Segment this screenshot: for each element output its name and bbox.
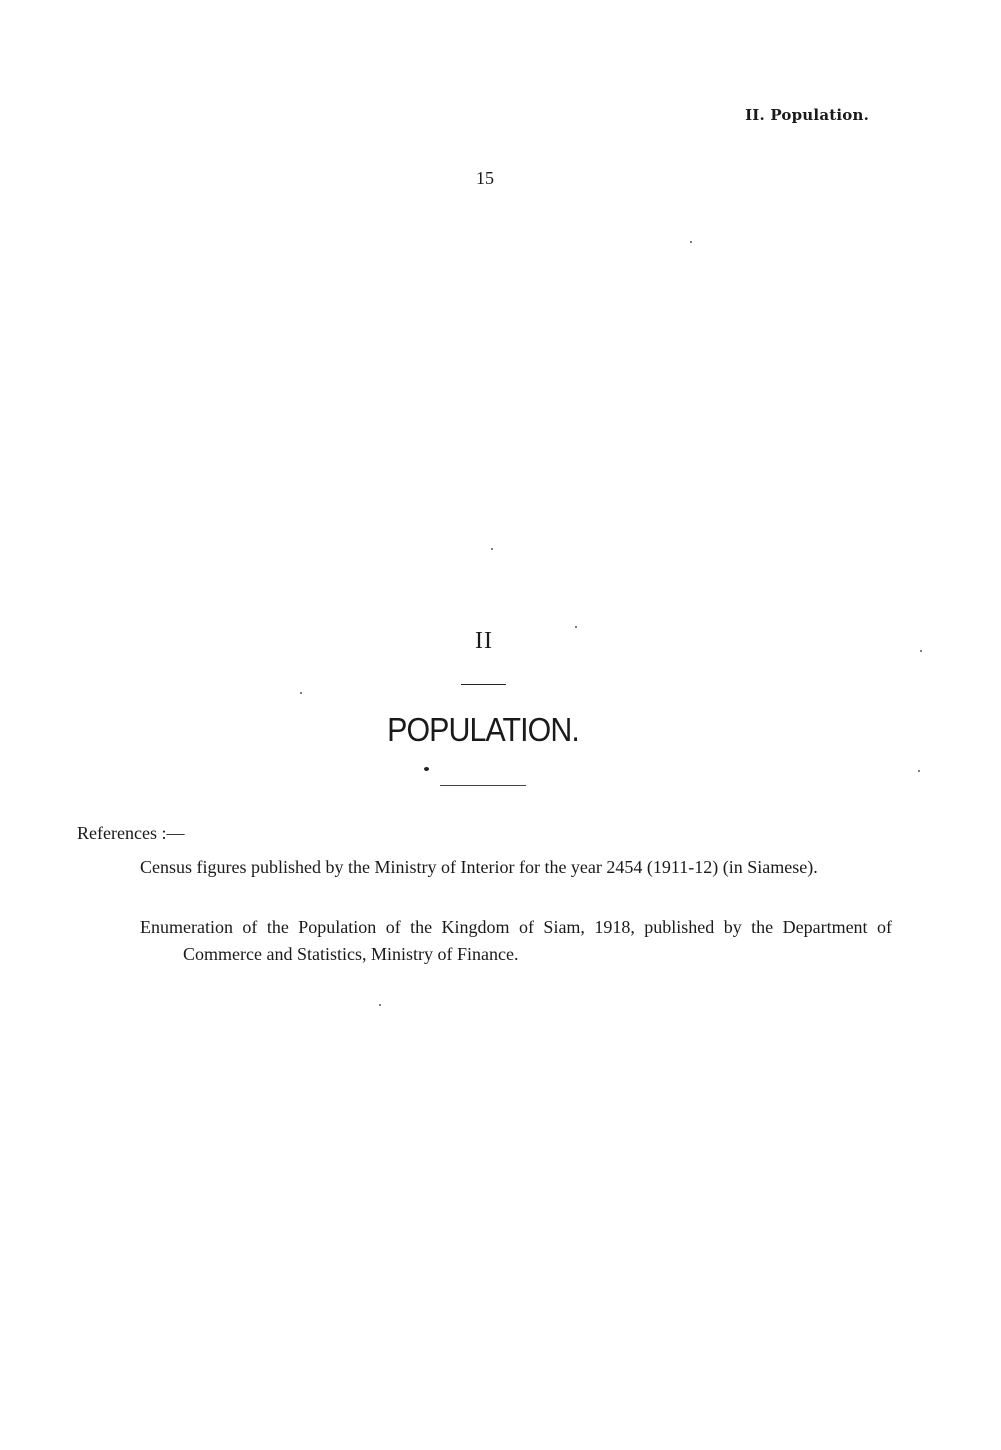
paper-speck bbox=[918, 770, 920, 772]
paper-speck bbox=[300, 692, 302, 694]
reference-entry: Enumeration of the Population of the Kingdom of Siam, 1918, published by the Department of Commerce and Statistics, Ministry of Finance. bbox=[140, 917, 892, 964]
paper-speck bbox=[491, 548, 493, 550]
page-number: 15 bbox=[476, 168, 494, 188]
long-rule-divider bbox=[440, 785, 526, 786]
reference-entry: Census figures published by the Ministry of Interior for the year 2454 (1911-12) (in Siamese). bbox=[140, 857, 818, 877]
paper-speck bbox=[575, 626, 577, 628]
paper-speck bbox=[920, 650, 922, 652]
paper-speck bbox=[690, 241, 692, 243]
chapter-title: POPULATION. bbox=[387, 711, 579, 748]
running-head: II. Population. bbox=[745, 106, 869, 124]
paper-speck bbox=[379, 1004, 381, 1006]
chapter-number: II bbox=[475, 628, 493, 654]
references-heading: References :— bbox=[77, 823, 185, 843]
short-rule-divider bbox=[461, 684, 506, 685]
ink-blot bbox=[424, 767, 429, 771]
